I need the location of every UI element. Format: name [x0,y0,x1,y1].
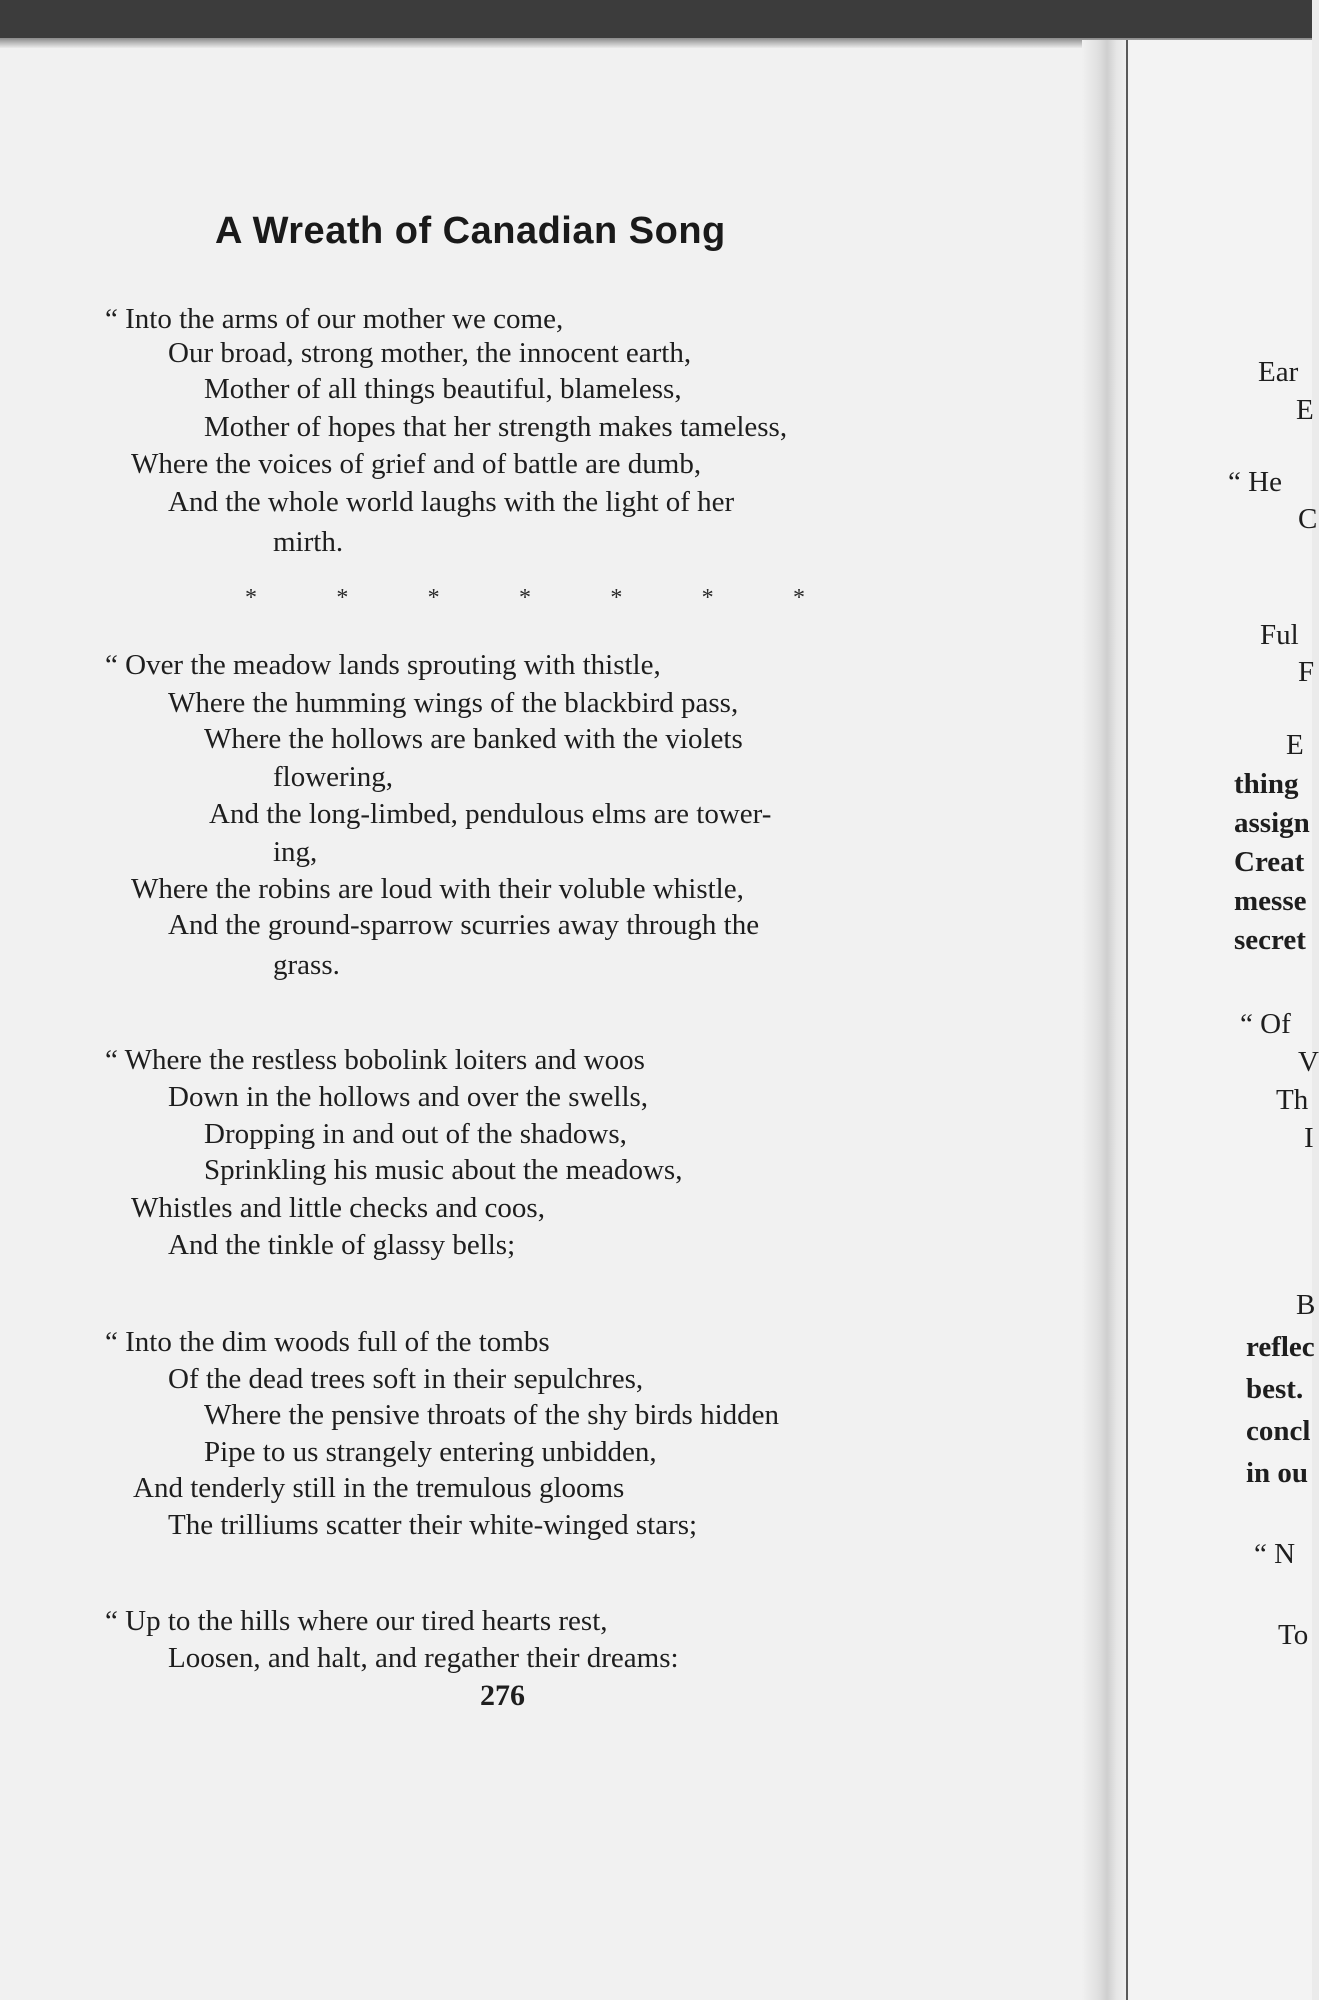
cropped-text-fragment: thing [1234,768,1299,800]
verse-line: Mother of hopes that her strength makes tameless, [204,411,788,443]
cropped-text-fragment: B [1296,1289,1316,1321]
cropped-text-fragment: I [1304,1122,1314,1154]
scanner-top-band [0,0,1312,38]
verse-line: And the ground-sparrow scurries away through the [168,909,760,941]
cropped-text-fragment: V [1298,1046,1319,1078]
verse-line: grass. [273,949,340,981]
verse-line: Where the humming wings of the blackbird pass, [168,687,739,719]
cropped-text-fragment: secret [1234,924,1306,956]
running-head: A Wreath of Canadian Song [215,210,726,252]
verse-line: Down in the hollows and over the swells, [168,1081,649,1113]
cropped-text-fragment: E [1296,394,1314,426]
page-number: 276 [480,1679,525,1712]
cropped-text-fragment: best. [1246,1373,1304,1405]
cropped-text-fragment: “ Of [1240,1008,1291,1040]
verse-line: “ Where the restless bobolink loiters and woos [105,1044,645,1076]
cropped-text-fragment: Ful [1260,619,1299,651]
stanza-separator [245,585,805,612]
verse-line: Whistles and little checks and coos, [131,1192,545,1224]
cropped-text-fragment: concl [1246,1415,1311,1447]
verse-line: And the long-limbed, pendulous elms are tower- [209,798,772,830]
verse-line: Where the hollows are banked with the violets [204,723,743,755]
cropped-text-fragment: “ He [1228,466,1282,498]
cropped-text-fragment: E [1286,729,1304,761]
verse-line: Our broad, strong mother, the innocent earth, [168,337,692,369]
separator-star: * [427,585,440,611]
book-gutter [1082,40,1128,2000]
verse-line: Loosen, and halt, and regather their dreams: [168,1642,679,1674]
verse-line: Dropping in and out of the shadows, [204,1118,627,1150]
cropped-text-fragment: C [1298,503,1318,535]
verse-line: Where the pensive throats of the shy birds hidden [204,1399,780,1431]
cropped-text-fragment: assign [1234,807,1310,839]
cropped-text-fragment: Ear [1258,356,1299,388]
cropped-text-fragment: “ N [1254,1538,1296,1570]
cropped-text-fragment: reflec [1246,1331,1315,1363]
separator-star: * [518,585,531,611]
verse-line: flowering, [273,761,393,793]
cropped-text-fragment: Creat [1234,846,1305,878]
cropped-text-fragment: F [1298,656,1315,688]
separator-star: * [245,585,257,611]
cropped-text-fragment: in ou [1246,1457,1309,1489]
cropped-text-fragment: messe [1234,885,1307,917]
verse-line: And the tinkle of glassy bells; [168,1229,516,1261]
verse-line: ing, [273,836,318,868]
separator-star: * [336,585,349,611]
right-page [1128,40,1319,2000]
verse-line: Mother of all things beautiful, blameless, [204,373,682,405]
verse-line: Pipe to us strangely entering unbidden, [204,1436,657,1468]
verse-line: Where the voices of grief and of battle are dumb, [131,448,702,480]
verse-line: And the whole world laughs with the light of her [168,486,735,518]
cropped-text-fragment: To [1278,1619,1309,1651]
verse-line: And tenderly still in the tremulous glooms [133,1472,625,1504]
verse-line: “ Up to the hills where our tired hearts rest, [105,1605,608,1637]
separator-star: * [610,585,623,611]
verse-line: “ Into the arms of our mother we come, [105,303,564,335]
verse-line: Of the dead trees soft in their sepulchres, [168,1363,644,1395]
verse-line: Where the robins are loud with their voluble whistle, [131,873,744,905]
verse-line: “ Over the meadow lands sprouting with thistle, [105,649,661,681]
verse-line: mirth. [273,526,344,558]
cropped-text-fragment: Th [1276,1084,1309,1116]
separator-star: * [701,585,714,611]
verse-line: Sprinkling his music about the meadows, [204,1154,683,1186]
verse-line: The trilliums scatter their white-winged stars; [168,1509,698,1541]
separator-star: * [792,585,805,611]
verse-line: “ Into the dim woods full of the tombs [105,1326,550,1358]
